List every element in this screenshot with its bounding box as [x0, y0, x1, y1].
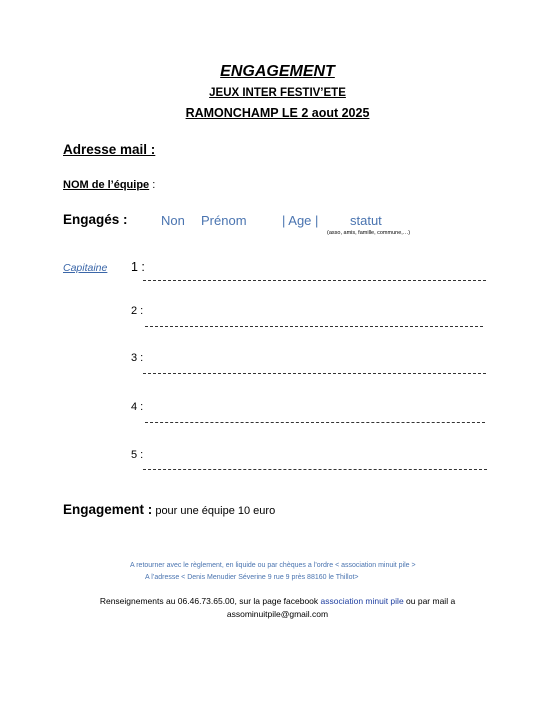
statut-note: (asso, amis, famille, commune,…)	[327, 230, 411, 236]
column-non: Non	[161, 213, 185, 228]
entry-label-4: 4 :	[131, 401, 144, 413]
column-prenom: Prénom	[201, 213, 247, 228]
contact-info	[0, 596, 555, 606]
document-title: ENGAGEMENT	[220, 63, 335, 80]
entry-label-3: 3 :	[131, 352, 144, 364]
mail-label: Adresse mail :	[63, 142, 156, 157]
address-note: A l’adresse < Denis Menudier Séverine 9 rue 9 près 88160 le Thillot>	[145, 574, 359, 581]
column-statut: statut	[350, 213, 382, 228]
entry-line-4[interactable]	[145, 422, 485, 423]
entry-line-1[interactable]	[143, 280, 486, 281]
facebook-page-link[interactable]: association minuit pile	[320, 596, 404, 606]
entry-line-3[interactable]	[143, 373, 486, 374]
event-place-date: RAMONCHAMP LE 2 aout 2025	[185, 106, 370, 120]
team-name-label-text: NOM de l’équipe	[63, 179, 150, 191]
contact-prefix: Renseignements au 06.46.73.65.00, sur la page facebook	[99, 596, 321, 606]
entry-label-2: 2 :	[131, 305, 144, 317]
column-age: | Age |	[282, 213, 319, 228]
team-name-label-colon: :	[149, 179, 156, 191]
return-note: A retourner avec le règlement, en liquide ou par chèques a l’ordre < association minuit pile >	[130, 562, 416, 569]
engages-label: Engagés :	[63, 212, 128, 227]
captain-label: Capitaine	[63, 262, 108, 274]
fee-value: pour une équipe 10 euro	[152, 505, 276, 517]
entry-label-5: 5 :	[131, 449, 144, 461]
entry-line-5[interactable]	[143, 469, 487, 470]
fee-label: Engagement :	[63, 502, 153, 517]
contact-suffix: ou par mail a	[403, 596, 456, 606]
team-name-label	[63, 179, 155, 191]
entry-line-2[interactable]	[145, 326, 483, 327]
contact-email[interactable]: assominuitpile@gmail.com	[226, 609, 329, 619]
fee-line	[63, 502, 275, 517]
event-name: JEUX INTER FESTIV’ETE	[209, 87, 346, 99]
entry-label-1: 1 :	[131, 260, 145, 274]
